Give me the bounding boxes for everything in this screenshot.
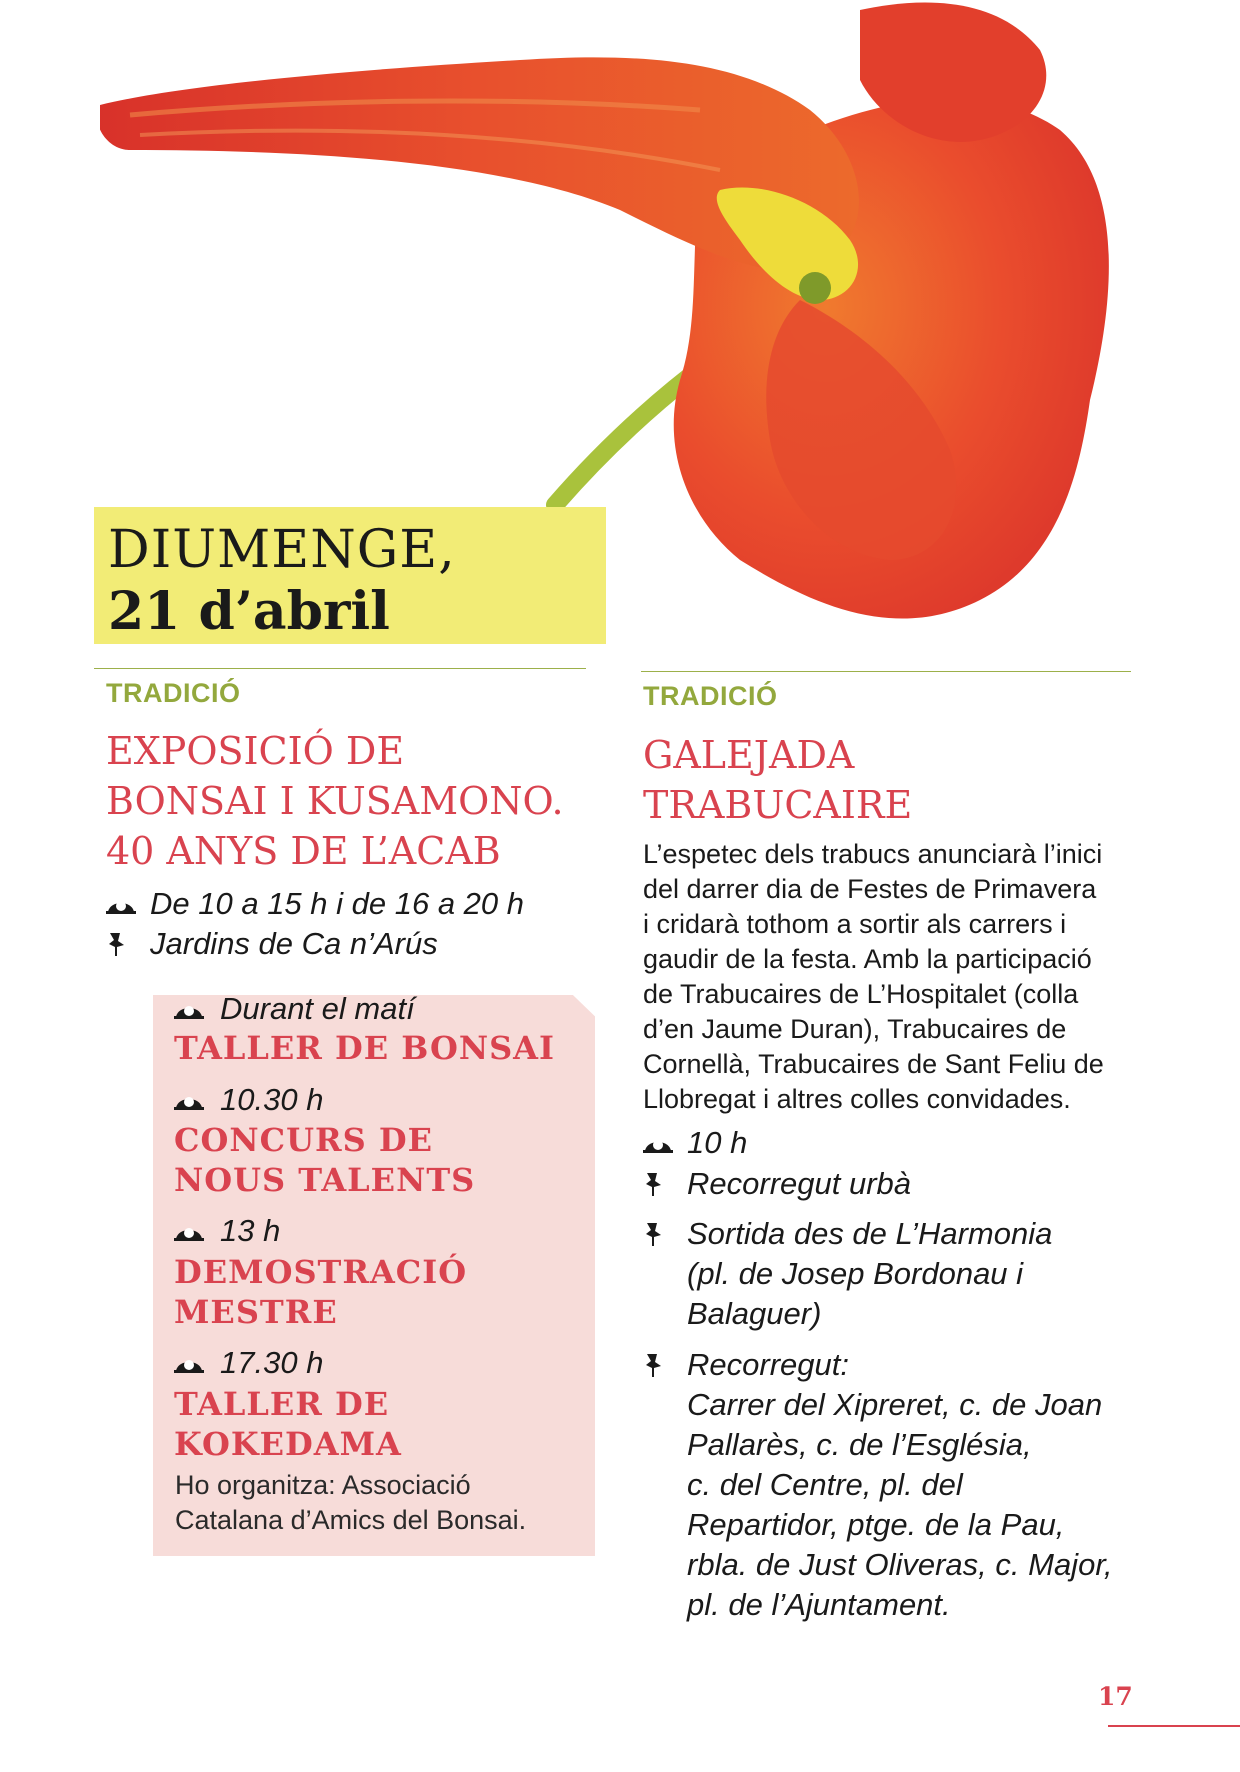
- clock-icon: [174, 1353, 220, 1373]
- clock-icon: [643, 1123, 687, 1163]
- clock-icon: [174, 1090, 220, 1110]
- pin-icon: [106, 924, 150, 964]
- activity-3-time: 13 h: [174, 1212, 280, 1250]
- right-event-title: GALEJADA TRABUCAIRE: [643, 733, 913, 827]
- date-header: [94, 507, 606, 644]
- pin-icon: [643, 1214, 687, 1254]
- left-column-divider: [94, 668, 586, 669]
- pin-icon: [643, 1345, 687, 1385]
- right-column-divider: [641, 671, 1131, 672]
- activity-1-title: TALLER DE BONSAI: [174, 1029, 555, 1067]
- left-event-title: EXPOSICIÓ DE BONSAI I KUSAMONO. 40 ANYS DE L’ACAB: [106, 729, 564, 873]
- pin-icon: [643, 1164, 687, 1204]
- day-label: 21 d’abril: [108, 581, 390, 642]
- activity-2-title: CONCURS DE NOUS TALENTS: [174, 1121, 476, 1199]
- page-number: 17: [1098, 1682, 1133, 1711]
- right-event-place: Recorregut urbà: [643, 1164, 911, 1204]
- activity-4-time: 17.30 h: [174, 1344, 323, 1382]
- right-event-category: TRADICIÓ: [643, 681, 778, 711]
- activity-2-time: 10.30 h: [174, 1081, 323, 1119]
- right-event-start: Sortida des de L’Harmonia (pl. de Josep Bordonau i Balaguer): [643, 1214, 1052, 1334]
- activity-3-title: DEMOSTRACIÓ MESTRE: [174, 1253, 468, 1331]
- organizer-note: Ho organitza: Associació Catalana d’Amics del Bonsai.: [175, 1470, 527, 1535]
- right-event-route: Recorregut: Carrer del Xipreret, c. de Joan Pallarès, c. de l’Església, c. del Centre, pl. del Repartidor, ptge. de la Pau, rbla. de Just Oliveras, c. Major, pl. de l’Ajuntament.: [643, 1345, 1113, 1625]
- left-event-place: Jardins de Ca n’Arús: [106, 924, 438, 964]
- page-number-rule: [1108, 1725, 1240, 1727]
- left-event-category: TRADICIÓ: [106, 678, 241, 708]
- activity-4-title: TALLER DE KOKEDAMA: [174, 1385, 402, 1463]
- activity-1-time: Durant el matí: [174, 990, 415, 1028]
- clock-icon: [106, 884, 150, 924]
- clock-icon: [174, 999, 220, 1019]
- left-event-time: De 10 a 15 h i de 16 a 20 h: [106, 884, 524, 924]
- right-event-time: 10 h: [643, 1123, 747, 1163]
- right-event-description: L’espetec dels trabucs anunciarà l’inici del darrer dia de Festes de Primavera i cridarà tothom a sortir als carrers i gaudir de la festa. Amb la participació de Trabucaires de L’Hospitalet (colla d’en Jaume Duran), Trabucaires de Cornellà, Trabucaires de Sant Feliu de Llobregat i altres colles convidades.: [643, 839, 1104, 1114]
- weekday-label: DIUMENGE,: [108, 520, 456, 580]
- clock-icon: [174, 1221, 220, 1241]
